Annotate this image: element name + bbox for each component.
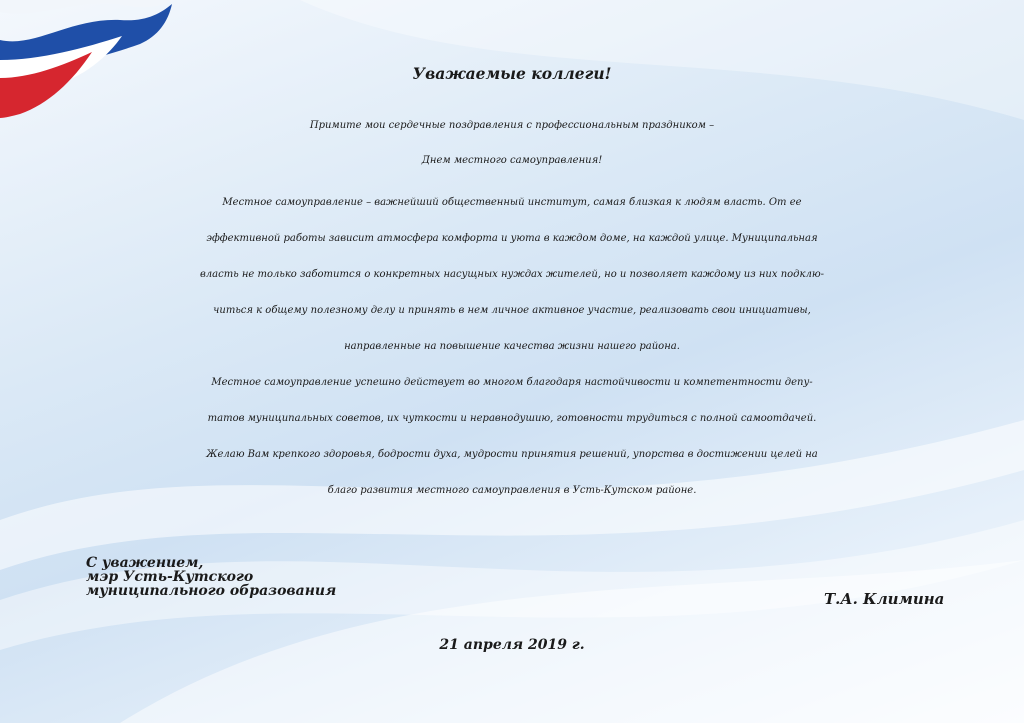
paragraph-line: татов муниципальных советов, их чуткости и неравнодушию, готовности трудиться с полной самоотдачей. xyxy=(207,413,817,424)
paragraph-line: Местное самоуправление успешно действует во многом благодаря настойчивости и компетентности депу- xyxy=(211,377,813,388)
paragraph-line: Местное самоуправление – важнейший общественный институт, самая близкая к людям власть. От ее xyxy=(222,197,802,208)
paragraph-line: эффективной работы зависит атмосфера комфорта и уюта в каждом доме, на каждой улице. Муниципальная xyxy=(206,233,818,244)
paragraph-line: Днем местного самоуправления! xyxy=(421,155,603,166)
signature-name: Т.А. Климина xyxy=(824,590,945,608)
paragraph-line: власть не только заботится о конкретных насущных нуждах жителей, но и позволяет каждому из них подклю- xyxy=(199,269,825,280)
letter-date: 21 апреля 2019 г. xyxy=(439,637,585,653)
signature-position: мэр Усть-Кутского xyxy=(86,569,254,585)
paragraph-line: Желаю Вам крепкого здоровья, бодрости духа, мудрости принятия решений, упорства в достижении целей на xyxy=(206,449,818,460)
paragraph-line: читься к общему полезному делу и принять в нем личное активное участие, реализовать свои инициативы, xyxy=(213,305,811,316)
signature-closing: С уважением, xyxy=(86,555,204,571)
signature-block xyxy=(86,556,336,598)
signature-organization: муниципального образования xyxy=(86,583,337,599)
paragraph-line: Примите мои сердечные поздравления с профессиональным праздником – xyxy=(309,120,715,131)
paragraph-line: благо развития местного самоуправления в Усть-Кутском районе. xyxy=(327,485,697,496)
paragraph-line: направленные на повышение качества жизни нашего района. xyxy=(344,341,680,352)
greeting: Уважаемые коллеги! xyxy=(412,64,612,83)
